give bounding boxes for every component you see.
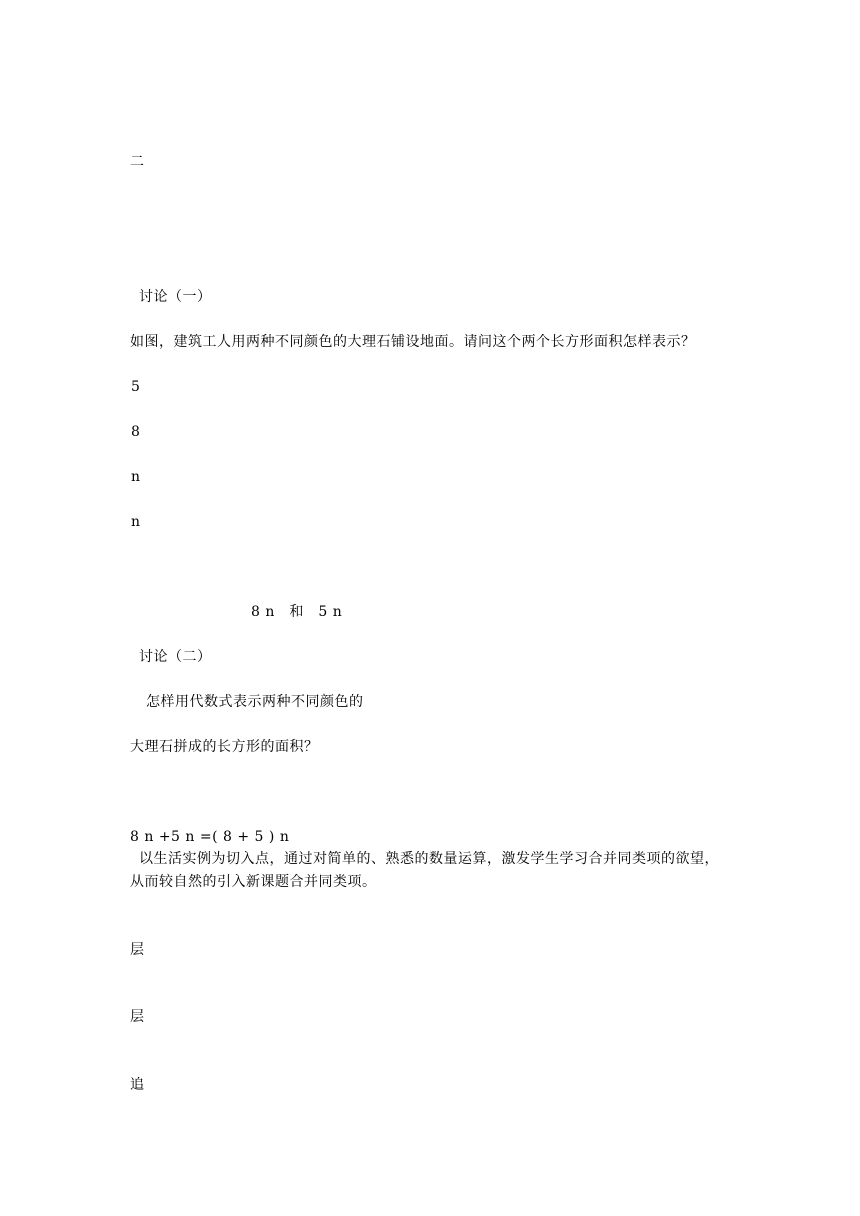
side-char-3: 追: [130, 1077, 145, 1093]
discussion-two-question-line1: 怎样用代数式表示两种不同颜色的: [146, 694, 364, 710]
side-char-2: 层: [130, 1009, 145, 1025]
discussion-one-question: 如图，建筑工人用两种不同颜色的大理石铺设地面。请问这个两个长方形面积怎样表示？: [130, 334, 696, 350]
heading-char: 二: [130, 154, 145, 170]
discussion-one-title: 讨论（一）: [139, 289, 212, 305]
commentary-line2: 从而较自然的引入新课题合并同类项。: [130, 874, 377, 890]
discussion-two-title: 讨论（二）: [139, 649, 212, 665]
commentary-line1: 以生活实例为切入点，通过对简单的、熟悉的数量运算，激发学生学习合并同类项的欲望，: [139, 851, 719, 867]
discussion-one-answer: 8 n 和 5 n: [251, 604, 343, 620]
equation: 8 n +5 n =( 8 + 5 ) n: [130, 829, 290, 845]
discussion-two-question-line2: 大理石拼成的长方形的面积？: [130, 739, 319, 755]
figure-label-n-second: n: [131, 514, 141, 530]
side-char-1: 层: [130, 942, 145, 958]
figure-label-n-first: n: [131, 469, 141, 485]
figure-label-8: 8: [131, 424, 141, 440]
figure-label-5: 5: [131, 379, 141, 395]
